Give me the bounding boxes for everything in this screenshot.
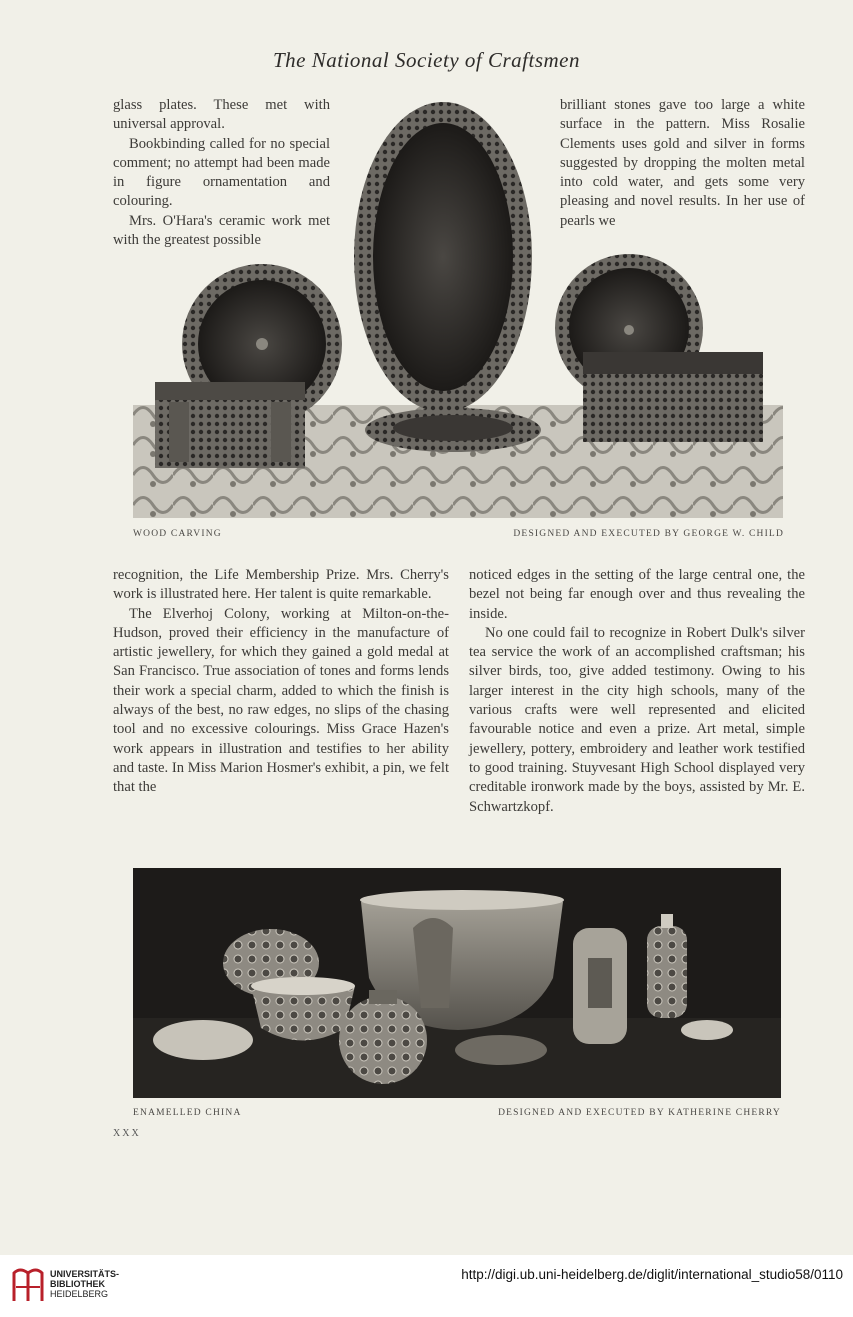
text-column-top-right [560,96,805,231]
figure1-caption-left: WOOD CARVING [133,529,222,539]
permalink-url[interactable]: http://digi.ub.uni-heidelberg.de/diglit/international_studio58/0110 [461,1267,843,1282]
paragraph: No one could fail to recognize in Robert Dulk's silver tea service the work of an accomplished craftsman; his silver birds, too, give added testimony. Owing to his larger interest in the city high schools, many of the various crafts were well represented and elicited favourable notice and even a prize. Art metal, simple jewellery, pottery, embroidery and leather work testified to good training. Stuyvesant High School displayed very creditable ironwork made by the boys, assisted by Mr. E. Schwartzkopf. [469,624,805,815]
library-name-line3: HEIDELBERG [50,1289,109,1299]
text-column-top-left [113,96,330,250]
paragraph: brilliant stones gave too large a white surface in the pattern. Miss Rosalie Clements uses gold and silver in forms suggested by dropping the molten metal into cold water, and gets some very pleasing and novel results. In her use of pearls we [560,97,805,229]
library-name-line2: BIBLIOTHEK [50,1279,105,1289]
figure2-caption-right: DESIGNED AND EXECUTED BY KATHERINE CHERRY [498,1108,781,1118]
figure2-caption-left: ENAMELLED CHINA [133,1108,242,1118]
figure1-caption-right: DESIGNED AND EXECUTED BY GEORGE W. CHILD [513,529,784,539]
enamelled-china-photo [133,868,781,1098]
paragraph: recognition, the Life Membership Prize. Mrs. Cherry's work is illustrated here. Her talent is quite remarkable. [113,567,449,603]
page-number: XXX [113,1128,141,1139]
library-name-line1: UNIVERSITÄTS- [50,1269,120,1279]
paragraph: noticed edges in the setting of the large central one, the bezel not being far enough over and thus revealing the inside. [469,567,805,622]
text-column-middle-right [469,566,805,817]
paragraph: Mrs. O'Hara's ceramic work met with the greatest possible [113,212,330,249]
running-header: The National Society of Craftsmen [273,48,580,72]
text-column-middle-left [113,566,449,798]
library-footer [0,1255,853,1317]
paragraph: glass plates. These met with universal approval. [113,97,330,133]
library-logo-icon[interactable] [10,1265,46,1305]
paragraph: Bookbinding called for no special comment; no attempt had been made in figure ornamentation and colouring. [113,135,330,210]
paragraph: The Elverhoj Colony, working at Milton-on-the-Hudson, proved their efficiency in the manufacture of artistic jewellery, for which they gained a gold medal at San Francisco. True association of tones and forms lends their work a special charm, added to which the finish is always of the best, no raw edges, no slips of the chasing tool and no excessive colourings. Miss Grace Hazen's work appears in illustration and testifies to her ability and taste. In Miss Marion Hosmer's exhibit, a pin, we felt that the [113,605,449,796]
library-name[interactable] [50,1269,119,1299]
